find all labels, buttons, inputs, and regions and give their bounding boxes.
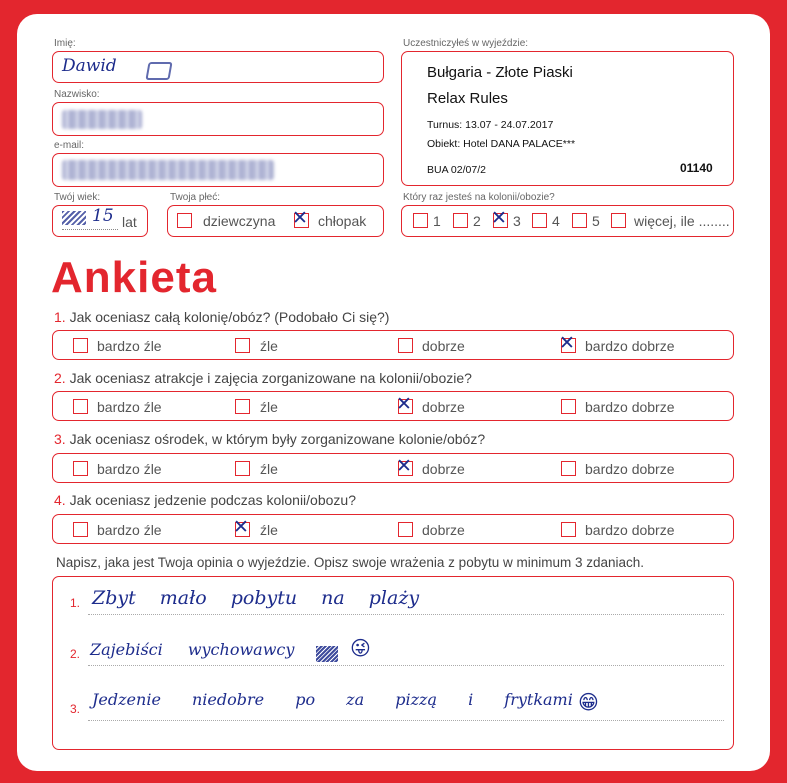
q2-option-1-label: bardzo źle: [97, 399, 162, 415]
trip-number: 01140: [680, 161, 713, 175]
times-option-2: 2: [473, 213, 481, 229]
q3-option-1-label: bardzo źle: [97, 461, 162, 477]
times-option-5: 5: [592, 213, 600, 229]
opinion-line-3-text: Jedzenie niedobre po za pizzą i frytkami: [92, 690, 573, 709]
times-checkbox-more[interactable]: [611, 213, 626, 228]
trip-label: Uczestniczyłeś w wyjeździe:: [403, 38, 529, 49]
opinion-line-1-num: 1.: [70, 596, 81, 610]
question-1-text: 1. Jak oceniasz całą kolonię/obóz? (Podobało Ci się?): [54, 309, 390, 325]
opinion-line-1-rule: [88, 614, 724, 615]
q4-option-3-label: dobrze: [422, 522, 465, 538]
gender-female-label: dziewczyna: [203, 213, 276, 229]
times-checkbox-4[interactable]: [532, 213, 547, 228]
q4-option-2-checkbox[interactable]: [235, 522, 250, 537]
q1-option-1-checkbox[interactable]: [73, 338, 88, 353]
times-option-more: więcej, ile ........: [634, 213, 730, 229]
surname-redacted: [62, 110, 142, 129]
q1-option-3-checkbox[interactable]: [398, 338, 413, 353]
name-value: Dawid: [62, 56, 117, 76]
q4-option-4-label: bardzo dobrze: [585, 522, 675, 538]
q1-option-3-label: dobrze: [422, 338, 465, 354]
q2-option-1-checkbox[interactable]: [73, 399, 88, 414]
q1-option-1-label: bardzo źle: [97, 338, 162, 354]
q2-option-4-label: bardzo dobrze: [585, 399, 675, 415]
q4-option-2-label: źle: [260, 522, 278, 538]
opinion-line-2-rule: [88, 665, 724, 666]
q2-option-2-label: źle: [260, 399, 278, 415]
opinion-line-2-scribble: [316, 646, 338, 662]
q4-option-1-label: bardzo źle: [97, 522, 162, 538]
age-scribble: [62, 211, 86, 225]
times-checkbox-1[interactable]: [413, 213, 428, 228]
q2-option-2-checkbox[interactable]: [235, 399, 250, 414]
opinion-line-3-num: 3.: [70, 702, 81, 716]
wink-face-icon: 😜: [350, 636, 371, 660]
trip-hotel: Obiekt: Hotel DANA PALACE***: [427, 138, 576, 150]
gender-male-checkbox[interactable]: [294, 213, 309, 228]
age-unit: lat: [122, 214, 137, 230]
times-checkbox-5[interactable]: [572, 213, 587, 228]
q3-option-3-checkbox[interactable]: [398, 461, 413, 476]
q2-option-3-label: dobrze: [422, 399, 465, 415]
gender-female-checkbox[interactable]: [177, 213, 192, 228]
gender-label: Twoja płeć:: [170, 192, 221, 203]
times-checkbox-3[interactable]: [493, 213, 508, 228]
age-value: 15: [92, 206, 114, 226]
opinion-line-2-text: Zajebiści wychowawcy: [90, 640, 295, 659]
age-label: Twój wiek:: [54, 192, 101, 203]
q3-option-3-label: dobrze: [422, 461, 465, 477]
q4-option-3-checkbox[interactable]: [398, 522, 413, 537]
gender-male-label: chłopak: [318, 213, 367, 229]
q2-option-4-checkbox[interactable]: [561, 399, 576, 414]
email-label: e-mail:: [54, 140, 85, 151]
q4-option-1-checkbox[interactable]: [73, 522, 88, 537]
q3-option-2-label: źle: [260, 461, 278, 477]
opinion-line-2-num: 2.: [70, 647, 81, 661]
q3-option-1-checkbox[interactable]: [73, 461, 88, 476]
opinion-prompt: Napisz, jaka jest Twoja opinia o wyjeździe. Opisz swoje wrażenia z pobytu w minimum 3 zdaniach.: [56, 555, 645, 570]
opinion-line-3-rule: [88, 720, 724, 721]
opinion-line-1-text: Zbyt mało pobytu na plaży: [92, 587, 420, 609]
q3-option-2-checkbox[interactable]: [235, 461, 250, 476]
email-redacted: [62, 160, 274, 180]
smile-face-icon: 😁: [578, 690, 599, 714]
q1-option-2-checkbox[interactable]: [235, 338, 250, 353]
times-checkbox-2[interactable]: [453, 213, 468, 228]
q3-option-4-checkbox[interactable]: [561, 461, 576, 476]
times-option-4: 4: [552, 213, 560, 229]
name-label: Imię:: [54, 38, 76, 49]
trip-destination: Bułgaria - Złote Piaski: [427, 64, 573, 81]
times-option-1: 1: [433, 213, 441, 229]
survey-title: Ankieta: [51, 253, 217, 302]
trip-program: Relax Rules: [427, 90, 508, 107]
times-label: Który raz jesteś na kolonii/obozie?: [403, 192, 555, 203]
q4-option-4-checkbox[interactable]: [561, 522, 576, 537]
q2-option-3-checkbox[interactable]: [398, 399, 413, 414]
name-scribble: [145, 62, 172, 80]
question-3-text: 3. Jak oceniasz ośrodek, w którym były zorganizowane kolonie/obóz?: [54, 431, 486, 447]
question-2-text: 2. Jak oceniasz atrakcje i zajęcia zorganizowane na kolonii/obozie?: [54, 370, 472, 386]
q3-option-4-label: bardzo dobrze: [585, 461, 675, 477]
q1-option-4-checkbox[interactable]: [561, 338, 576, 353]
surname-label: Nazwisko:: [54, 89, 100, 100]
q1-option-4-label: bardzo dobrze: [585, 338, 675, 354]
question-4-text: 4. Jak oceniasz jedzenie podczas kolonii/obozu?: [54, 492, 356, 508]
age-dotline: [62, 229, 118, 230]
trip-turnus: Turnus: 13.07 - 24.07.2017: [427, 119, 554, 131]
trip-code: BUA 02/07/2: [427, 164, 486, 176]
times-option-3: 3: [513, 213, 521, 229]
q1-option-2-label: źle: [260, 338, 278, 354]
